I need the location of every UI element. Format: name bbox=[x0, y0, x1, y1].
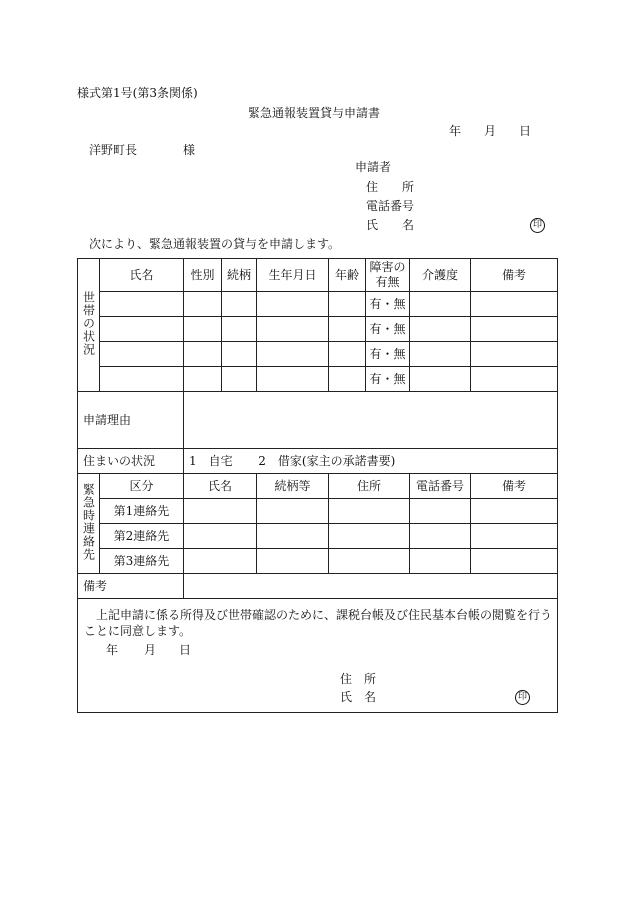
household-care-field[interactable] bbox=[410, 342, 471, 367]
consent-seal-icon: 印 bbox=[515, 688, 530, 705]
emergency-address-field[interactable] bbox=[329, 549, 410, 574]
consent-date-month-label: 月 bbox=[144, 643, 157, 657]
household-birthdate-field[interactable] bbox=[257, 317, 329, 342]
household-birthdate-field[interactable] bbox=[257, 292, 329, 317]
form-title: 緊急通報装置貸与申請書 bbox=[248, 106, 381, 120]
intro-text: 次により、緊急通報装置の貸与を申請します。 bbox=[89, 237, 341, 251]
consent-section bbox=[78, 599, 558, 713]
remarks-label: 備考 bbox=[78, 574, 184, 599]
household-care-field[interactable] bbox=[410, 317, 471, 342]
household-remarks-field[interactable] bbox=[471, 342, 558, 367]
emergency-contact-3-label: 第3連絡先 bbox=[100, 549, 184, 574]
emergency-header-phone: 電話番号 bbox=[410, 474, 471, 499]
honorific: 様 bbox=[183, 143, 196, 157]
household-name-field[interactable] bbox=[100, 317, 184, 342]
household-header-remarks: 備考 bbox=[471, 259, 558, 292]
household-header-age: 年齢 bbox=[329, 259, 366, 292]
household-relation-field[interactable] bbox=[222, 292, 257, 317]
applicant-seal-icon: 印 bbox=[530, 216, 545, 233]
applicant-address-label: 住 所 bbox=[366, 180, 415, 194]
emergency-relation-field[interactable] bbox=[257, 499, 329, 524]
emergency-name-field[interactable] bbox=[184, 499, 257, 524]
application-form-table bbox=[77, 258, 558, 713]
date-day-label: 日 bbox=[519, 124, 532, 138]
consent-date-day-label: 日 bbox=[179, 643, 192, 657]
disability-choice[interactable]: 有・無 bbox=[366, 317, 410, 342]
consent-address-label: 住 所 bbox=[340, 672, 377, 686]
household-age-field[interactable] bbox=[329, 342, 366, 367]
emergency-phone-field[interactable] bbox=[410, 524, 471, 549]
emergency-header-remarks: 備考 bbox=[471, 474, 558, 499]
household-relation-field[interactable] bbox=[222, 367, 257, 392]
household-care-field[interactable] bbox=[410, 367, 471, 392]
emergency-header-address: 住所 bbox=[329, 474, 410, 499]
housing-option-rented[interactable]: 2 借家(家主の承諾書要) bbox=[258, 454, 396, 468]
household-sex-field[interactable] bbox=[184, 292, 222, 317]
emergency-name-field[interactable] bbox=[184, 549, 257, 574]
household-relation-field[interactable] bbox=[222, 342, 257, 367]
emergency-relation-field[interactable] bbox=[257, 524, 329, 549]
emergency-address-field[interactable] bbox=[329, 524, 410, 549]
emergency-relation-field[interactable] bbox=[257, 549, 329, 574]
household-age-field[interactable] bbox=[329, 292, 366, 317]
reason-field[interactable] bbox=[184, 392, 558, 449]
emergency-header-name: 氏名 bbox=[184, 474, 257, 499]
household-header-care-level: 介護度 bbox=[410, 259, 471, 292]
applicant-name-label: 氏 名 bbox=[366, 218, 415, 232]
emergency-header-category: 区分 bbox=[100, 474, 184, 499]
emergency-remarks-field[interactable] bbox=[471, 549, 558, 574]
date-year-label: 年 bbox=[449, 124, 462, 138]
consent-date-year-label: 年 bbox=[106, 643, 119, 657]
household-header-disability: 障害の有無 bbox=[366, 259, 410, 292]
disability-choice[interactable]: 有・無 bbox=[366, 342, 410, 367]
emergency-name-field[interactable] bbox=[184, 524, 257, 549]
household-remarks-field[interactable] bbox=[471, 367, 558, 392]
applicant-label: 申請者 bbox=[355, 160, 392, 174]
household-header-name: 氏名 bbox=[100, 259, 184, 292]
household-sex-field[interactable] bbox=[184, 367, 222, 392]
household-age-field[interactable] bbox=[329, 367, 366, 392]
housing-options[interactable] bbox=[184, 449, 558, 474]
household-name-field[interactable] bbox=[100, 367, 184, 392]
emergency-phone-field[interactable] bbox=[410, 499, 471, 524]
emergency-remarks-field[interactable] bbox=[471, 524, 558, 549]
form-number: 様式第1号(第3条関係) bbox=[77, 86, 198, 100]
remarks-field[interactable] bbox=[184, 574, 558, 599]
household-header-birthdate: 生年月日 bbox=[257, 259, 329, 292]
household-remarks-field[interactable] bbox=[471, 292, 558, 317]
household-birthdate-field[interactable] bbox=[257, 342, 329, 367]
household-age-field[interactable] bbox=[329, 317, 366, 342]
household-sex-field[interactable] bbox=[184, 317, 222, 342]
household-care-field[interactable] bbox=[410, 292, 471, 317]
consent-text: 上記申請に係る所得及び世帯確認のために、課税台帳及び住民基本台帳の閲覧を行うことに同意します。 bbox=[84, 608, 553, 638]
housing-label: 住まいの状況 bbox=[78, 449, 184, 474]
household-section-label: 世帯の状況 bbox=[78, 259, 100, 392]
household-sex-field[interactable] bbox=[184, 342, 222, 367]
reason-label: 申請理由 bbox=[78, 392, 184, 449]
housing-option-own-home[interactable]: 1 自宅 bbox=[189, 454, 233, 468]
emergency-section-label: 緊急時連絡先 bbox=[78, 474, 100, 574]
emergency-contact-1-label: 第1連絡先 bbox=[100, 499, 184, 524]
emergency-header-relation: 続柄等 bbox=[257, 474, 329, 499]
emergency-phone-field[interactable] bbox=[410, 549, 471, 574]
household-name-field[interactable] bbox=[100, 342, 184, 367]
consent-name-label: 氏 名 bbox=[340, 690, 377, 704]
date-month-label: 月 bbox=[484, 124, 497, 138]
emergency-remarks-field[interactable] bbox=[471, 499, 558, 524]
household-header-sex: 性別 bbox=[184, 259, 222, 292]
applicant-phone-label: 電話番号 bbox=[366, 199, 415, 213]
disability-choice[interactable]: 有・無 bbox=[366, 292, 410, 317]
household-remarks-field[interactable] bbox=[471, 317, 558, 342]
emergency-address-field[interactable] bbox=[329, 499, 410, 524]
household-name-field[interactable] bbox=[100, 292, 184, 317]
emergency-contact-2-label: 第2連絡先 bbox=[100, 524, 184, 549]
addressee: 洋野町長 bbox=[89, 143, 138, 157]
household-header-relation: 続柄 bbox=[222, 259, 257, 292]
household-birthdate-field[interactable] bbox=[257, 367, 329, 392]
disability-choice[interactable]: 有・無 bbox=[366, 367, 410, 392]
household-relation-field[interactable] bbox=[222, 317, 257, 342]
